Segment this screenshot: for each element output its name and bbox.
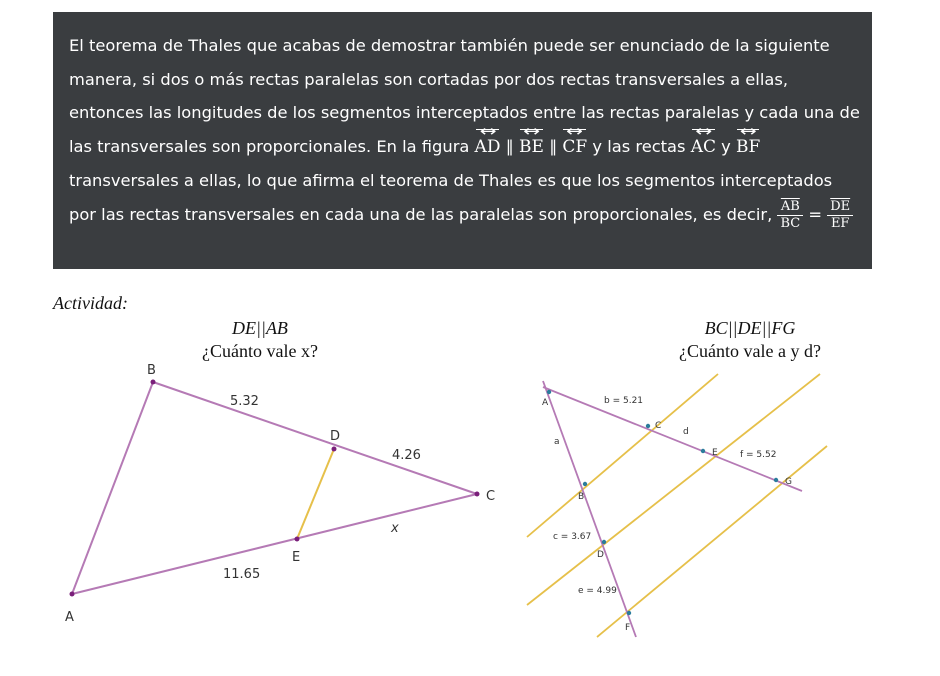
label-f-right: F: [625, 623, 631, 633]
right-question: ¿Cuánto vale a y d?: [679, 341, 821, 361]
point-e: [295, 537, 300, 542]
point-d-right: [602, 540, 606, 544]
measure-e: e = 4.99: [578, 586, 617, 596]
segment-bc: [153, 382, 477, 494]
label-c-right: C: [655, 421, 662, 431]
measure-x: x: [391, 521, 399, 536]
measure-bd: 5.32: [230, 394, 259, 409]
frac-num-de: $\overline{DE}$: [827, 199, 853, 216]
parallel-symbol: ∥: [505, 136, 514, 156]
line-be: BE ↔: [519, 131, 544, 165]
triangle-lines: [72, 382, 477, 594]
point-b-right: [583, 482, 587, 486]
segment-ac: [72, 494, 477, 594]
line-cf: CF ↔: [562, 131, 587, 165]
theorem-text-part3: transversales a ellas, lo que afirma el teorema de Thales es que los segmentos interceptados por las rectas transversales en cada una de las paralelas son proporcionales, es decir,: [69, 171, 833, 224]
point-f-right: [627, 611, 631, 615]
point-e-right: [701, 449, 705, 453]
parallel-symbol: ∥: [549, 136, 558, 156]
measure-d: d: [683, 427, 689, 437]
parallel-line-de: [527, 374, 820, 605]
line-ad: AD ↔: [475, 131, 501, 165]
measure-a: a: [554, 437, 560, 447]
label-b-right: B: [578, 492, 585, 502]
segment-de: [297, 449, 334, 539]
measure-dc: 4.26: [392, 448, 421, 463]
point-c: [475, 492, 480, 497]
equals-sign: =: [808, 204, 823, 224]
label-d-right: D: [597, 550, 604, 560]
measure-c: c = 3.67: [553, 532, 592, 542]
left-condition: DE||AB: [232, 318, 288, 338]
measure-b: b = 5.21: [604, 396, 644, 406]
point-c-right: [646, 424, 650, 428]
point-a: [70, 592, 75, 597]
label-b: B: [147, 363, 156, 378]
frac-num-ab: $\overline{AB}$: [777, 199, 803, 216]
point-a-right: [547, 390, 551, 394]
label-a-right: A: [542, 398, 549, 408]
label-c: C: [486, 489, 496, 504]
label-g-right: G: [785, 477, 792, 487]
label-a: A: [65, 610, 74, 625]
parallel-lines: [527, 374, 827, 637]
point-d: [332, 447, 337, 452]
parallel-line-fg: [597, 446, 827, 637]
label-e: E: [292, 550, 301, 565]
theorem-text-part1: El teorema de Thales que acabas de demostrar también puede ser enunciado de la siguiente manera, si dos o más rectas paralelas son cortadas por dos rectas transversales a ellas, entonces las longitudes de los segmentos interceptados entre las rectas paralelas y cada una de las transversales son proporcionales. En la figura: [69, 36, 860, 156]
line-bf: BF ↔: [736, 131, 760, 165]
activity-label: Actividad:: [53, 293, 128, 313]
point-g-right: [774, 478, 778, 482]
right-condition: BC||DE||FG: [704, 318, 796, 338]
label-d: D: [330, 429, 341, 444]
frac-den-ef: EF: [830, 215, 850, 231]
theorem-text-part2: y las rectas: [587, 136, 691, 156]
segment-ab: [72, 382, 153, 594]
measure-ae: 11.65: [223, 567, 261, 582]
label-e-right: E: [712, 448, 718, 458]
line-ac: AC ↔: [691, 131, 716, 165]
left-question: ¿Cuánto vale x?: [202, 341, 318, 361]
frac-den-bc: BC: [780, 215, 801, 231]
transversal-ag: [543, 387, 802, 491]
theorem-text-y: y: [715, 136, 736, 156]
measure-f: f = 5.52: [740, 450, 777, 460]
point-b: [151, 380, 156, 385]
